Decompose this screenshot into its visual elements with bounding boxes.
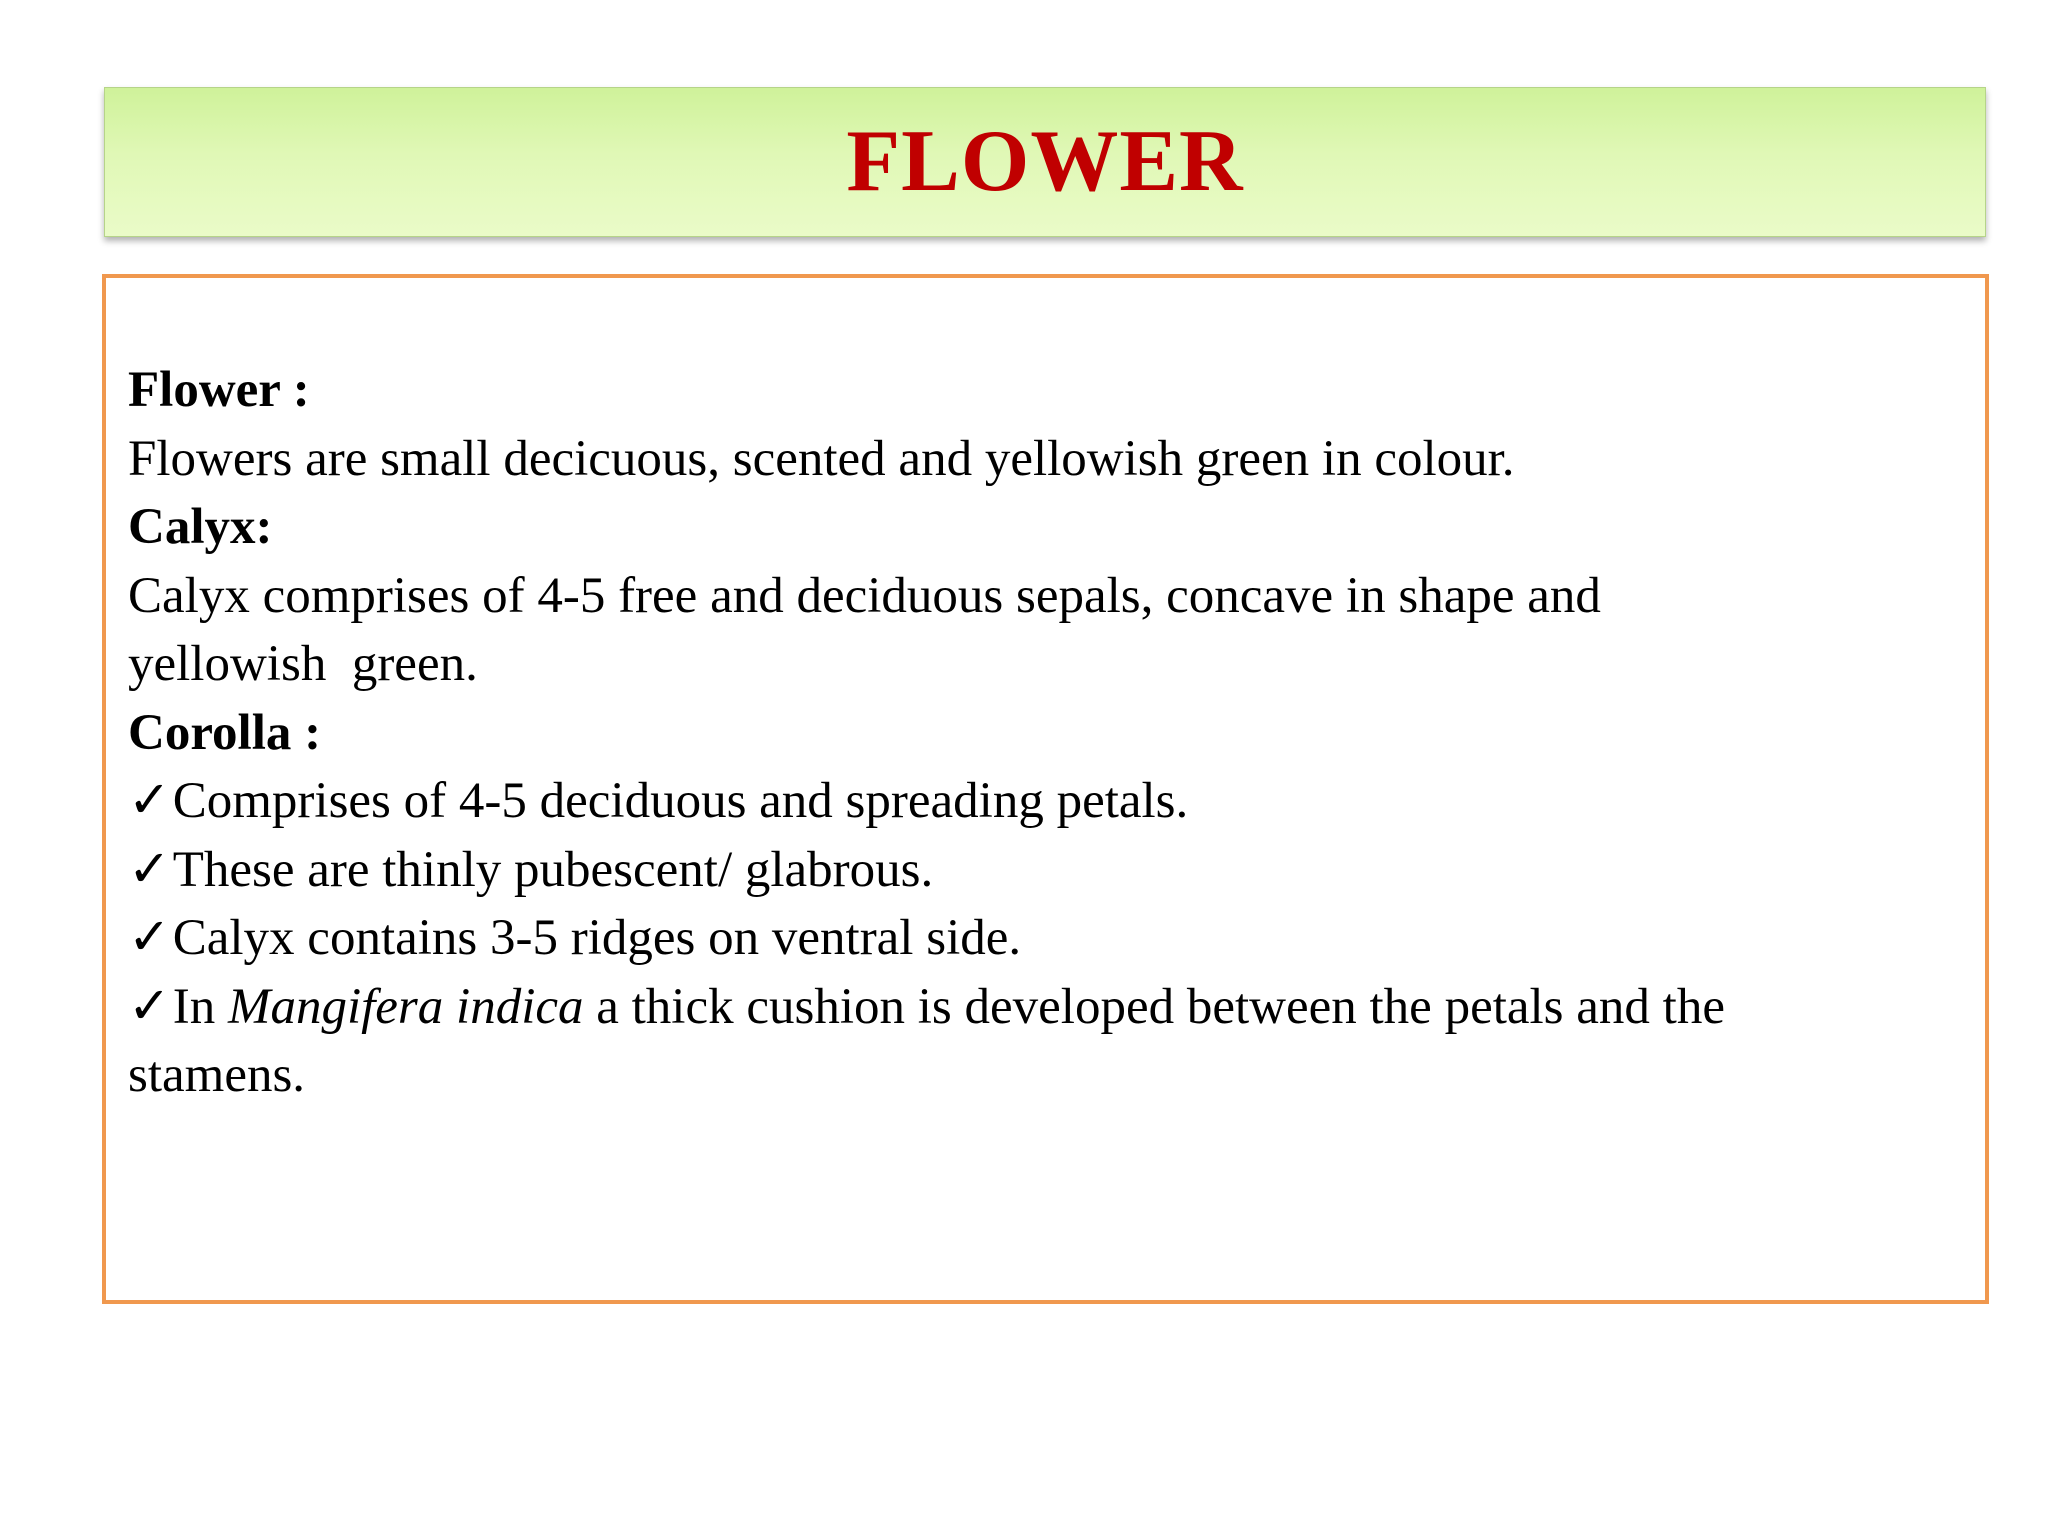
checkmark-icon: ✓ <box>128 773 171 829</box>
corolla-bullet <box>128 973 1955 1042</box>
calyx-text-line-2: yellowish green. <box>128 636 478 692</box>
corolla-bullet-text: Calyx contains 3-5 ridges on ventral side. <box>172 910 1022 966</box>
checkmark-icon: ✓ <box>128 978 171 1035</box>
corolla-bullet-text: Comprises of 4-5 deciduous and spreading petals. <box>172 773 1189 829</box>
calyx-heading: Calyx: <box>128 499 273 555</box>
corolla-bullet-text: These are thinly pubescent/ glabrous. <box>172 841 934 898</box>
species-name: Mangifera indica <box>227 978 584 1035</box>
corolla-heading: Corolla : <box>128 704 322 761</box>
title-banner <box>104 87 1986 237</box>
checkmark-icon: ✓ <box>128 910 171 966</box>
content-box <box>102 274 1989 1304</box>
bullet-suffix: a thick cushion is developed between the petals and the <box>583 978 1725 1035</box>
flower-heading: Flower : <box>128 362 310 418</box>
checkmark-icon: ✓ <box>128 841 171 898</box>
slide-title: FLOWER <box>846 113 1244 210</box>
flower-text: Flowers are small decicuous, scented and yellowish green in colour. <box>128 430 1515 487</box>
calyx-text-line-1: Calyx comprises of 4-5 free and deciduous sepals, concave in shape and <box>128 567 1601 624</box>
content-text <box>128 356 1955 1110</box>
corolla-bullet <box>128 836 1955 905</box>
corolla-bullet <box>128 904 1955 973</box>
corolla-bullet <box>128 767 1955 836</box>
bullet-prefix: In <box>172 978 228 1035</box>
bullet-continuation: stamens. <box>128 1047 306 1103</box>
